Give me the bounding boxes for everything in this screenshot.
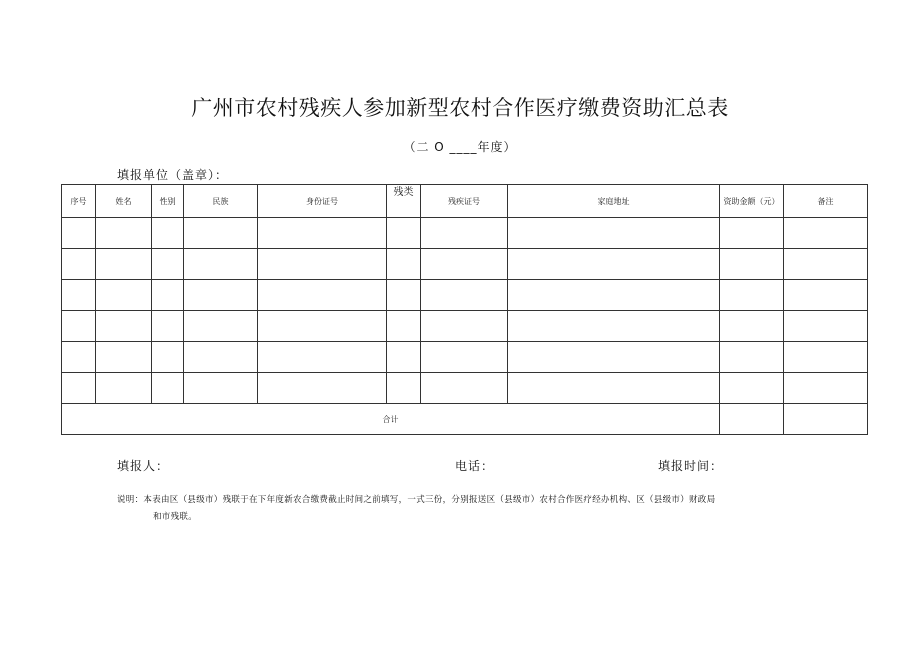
cell-disability-type[interactable] bbox=[387, 342, 421, 373]
cell-disability-type[interactable] bbox=[387, 218, 421, 249]
cell-index[interactable] bbox=[62, 249, 96, 280]
cell-subsidy-amount[interactable] bbox=[720, 218, 784, 249]
cell-name[interactable] bbox=[96, 249, 152, 280]
cell-disability-cert[interactable] bbox=[421, 342, 508, 373]
cell-id-number[interactable] bbox=[258, 280, 387, 311]
cell-remarks[interactable] bbox=[784, 249, 868, 280]
cell-remarks[interactable] bbox=[784, 218, 868, 249]
cell-subsidy-amount[interactable] bbox=[720, 342, 784, 373]
table-row bbox=[62, 373, 868, 404]
cell-home-address[interactable] bbox=[508, 373, 720, 404]
cell-index[interactable] bbox=[62, 218, 96, 249]
cell-disability-cert[interactable] bbox=[421, 373, 508, 404]
cell-id-number[interactable] bbox=[258, 373, 387, 404]
cell-gender[interactable] bbox=[152, 342, 184, 373]
cell-name[interactable] bbox=[96, 342, 152, 373]
cell-id-number[interactable] bbox=[258, 311, 387, 342]
cell-gender[interactable] bbox=[152, 311, 184, 342]
cell-index[interactable] bbox=[62, 373, 96, 404]
header-ethnicity: 民族 bbox=[184, 185, 258, 218]
cell-disability-cert[interactable] bbox=[421, 280, 508, 311]
cell-remarks[interactable] bbox=[784, 342, 868, 373]
cell-home-address[interactable] bbox=[508, 249, 720, 280]
total-amount-cell[interactable] bbox=[720, 404, 784, 435]
cell-disability-type[interactable] bbox=[387, 311, 421, 342]
cell-disability-cert[interactable] bbox=[421, 311, 508, 342]
cell-ethnicity[interactable] bbox=[184, 342, 258, 373]
cell-name[interactable] bbox=[96, 311, 152, 342]
cell-ethnicity[interactable] bbox=[184, 280, 258, 311]
header-home-address: 家庭地址 bbox=[508, 185, 720, 218]
header-id-number: 身份证号 bbox=[258, 185, 387, 218]
cell-remarks[interactable] bbox=[784, 373, 868, 404]
table-row bbox=[62, 280, 868, 311]
header-disability-type: 残类 bbox=[387, 185, 421, 218]
cell-index[interactable] bbox=[62, 342, 96, 373]
header-subsidy-amount: 资助金额（元） bbox=[720, 185, 784, 218]
cell-disability-type[interactable] bbox=[387, 249, 421, 280]
phone-label: 电话： bbox=[455, 459, 495, 473]
total-label: 合计 bbox=[62, 404, 720, 435]
cell-subsidy-amount[interactable] bbox=[720, 280, 784, 311]
cell-remarks[interactable] bbox=[784, 280, 868, 311]
note-line-1: 说明：本表由区（县级市）残联于在下年度新农合缴费截止时间之前填写，一式三份，分别报送区（县级市）农村合作医疗经办机构、区（县级市）财政局 bbox=[117, 495, 716, 505]
cell-name[interactable] bbox=[96, 218, 152, 249]
fill-unit-label: 填报单位（盖章）： bbox=[117, 168, 229, 182]
header-name: 姓名 bbox=[96, 185, 152, 218]
cell-remarks[interactable] bbox=[784, 311, 868, 342]
cell-id-number[interactable] bbox=[258, 218, 387, 249]
subsidy-summary-table bbox=[61, 184, 868, 435]
cell-home-address[interactable] bbox=[508, 218, 720, 249]
cell-ethnicity[interactable] bbox=[184, 373, 258, 404]
cell-subsidy-amount[interactable] bbox=[720, 249, 784, 280]
explanation-note bbox=[117, 492, 877, 526]
cell-id-number[interactable] bbox=[258, 342, 387, 373]
header-disability-cert: 残疾证号 bbox=[421, 185, 508, 218]
cell-index[interactable] bbox=[62, 280, 96, 311]
header-index: 序号 bbox=[62, 185, 96, 218]
cell-index[interactable] bbox=[62, 311, 96, 342]
form-title: 广州市农村残疾人参加新型农村合作医疗缴费资助汇总表 bbox=[191, 96, 729, 120]
total-remarks-cell[interactable] bbox=[784, 404, 868, 435]
table-row bbox=[62, 311, 868, 342]
cell-disability-type[interactable] bbox=[387, 373, 421, 404]
cell-disability-cert[interactable] bbox=[421, 249, 508, 280]
cell-subsidy-amount[interactable] bbox=[720, 311, 784, 342]
header-gender: 性别 bbox=[152, 185, 184, 218]
table-row bbox=[62, 218, 868, 249]
table-row bbox=[62, 249, 868, 280]
cell-name[interactable] bbox=[96, 373, 152, 404]
cell-home-address[interactable] bbox=[508, 311, 720, 342]
cell-ethnicity[interactable] bbox=[184, 249, 258, 280]
cell-gender[interactable] bbox=[152, 373, 184, 404]
cell-gender[interactable] bbox=[152, 280, 184, 311]
table-row bbox=[62, 342, 868, 373]
table-header-row bbox=[62, 185, 868, 218]
total-row bbox=[62, 404, 868, 435]
header-remarks: 备注 bbox=[784, 185, 868, 218]
cell-name[interactable] bbox=[96, 280, 152, 311]
cell-disability-type[interactable] bbox=[387, 280, 421, 311]
cell-disability-cert[interactable] bbox=[421, 218, 508, 249]
filler-label: 填报人： bbox=[117, 459, 170, 473]
cell-ethnicity[interactable] bbox=[184, 218, 258, 249]
note-line-2: 和市残联。 bbox=[153, 512, 198, 522]
year-line: （二 O ____年度） bbox=[403, 140, 517, 154]
table-body bbox=[62, 218, 868, 435]
cell-gender[interactable] bbox=[152, 218, 184, 249]
cell-id-number[interactable] bbox=[258, 249, 387, 280]
cell-home-address[interactable] bbox=[508, 342, 720, 373]
cell-ethnicity[interactable] bbox=[184, 311, 258, 342]
cell-subsidy-amount[interactable] bbox=[720, 373, 784, 404]
fill-time-label: 填报时间： bbox=[658, 459, 724, 473]
cell-gender[interactable] bbox=[152, 249, 184, 280]
cell-home-address[interactable] bbox=[508, 280, 720, 311]
